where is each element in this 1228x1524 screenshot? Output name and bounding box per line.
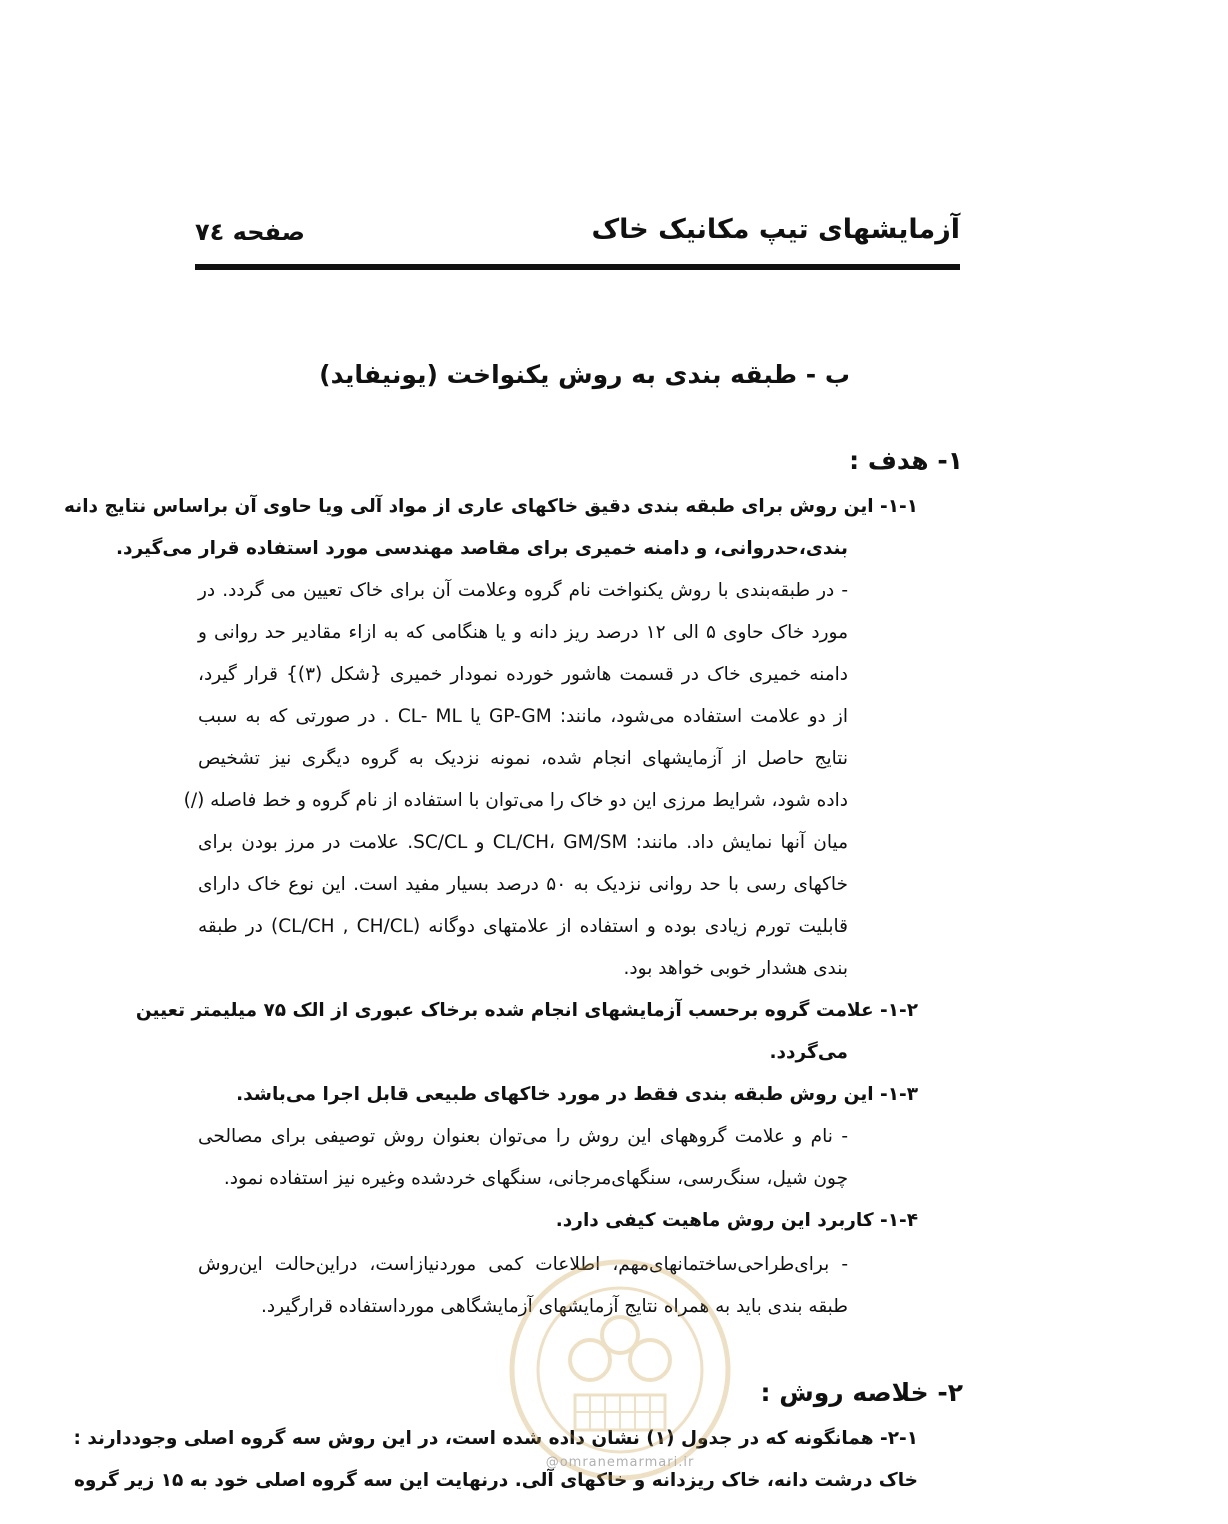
text-line: ۱-۳- این روش طبقه بندی فقط در مورد خاکهای طبیعی قابل اجرا می‌باشد. bbox=[236, 1084, 918, 1105]
text-line: بندی هشدار خوبی خواهد بود. bbox=[623, 958, 848, 979]
text-line: - در طبقه‌بندی با روش یکنواخت نام گروه وعلامت آن برای خاک تعیین می گردد. در bbox=[198, 580, 848, 601]
watermark-footer: @omranemarmari.ir bbox=[545, 1455, 695, 1470]
text-line: ۲-۱- همانگونه که در جدول (۱) نشان داده شده است، در این روش سه گروه اصلی وجوددارند : bbox=[73, 1428, 918, 1449]
text-line: چون شیل، سنگ‌رسی، سنگهای‌مرجانی، سنگهای خردشده وغیره نیز استفاده نمود. bbox=[223, 1168, 848, 1189]
header-rule bbox=[195, 264, 960, 270]
text-line: دامنه خمیری خاک در قسمت هاشور خورده نمودار خمیری {شکل (۳)} قرار گیرد، bbox=[198, 664, 848, 685]
text-line: مورد خاک حاوی ۵ الی ۱۲ درصد ریز دانه و یا هنگامی که به ازاء مقادیر حد روانی و bbox=[198, 622, 848, 643]
text-line: ۱-۱- این روش برای طبقه بندی دقیق خاکهای عاری از مواد آلی ویا حاوی آن براساس نتایج دانه bbox=[64, 496, 918, 517]
text-line: ۱-۴- کاربرد این روش ماهیت کیفی دارد. bbox=[555, 1210, 918, 1231]
text-line: می‌گردد. bbox=[769, 1042, 848, 1063]
page-header bbox=[195, 210, 960, 254]
text-line: از دو علامت استفاده می‌شود، مانند: GP-GM یا CL- ML . در صورتی که به سبب bbox=[198, 706, 848, 727]
watermark-seal-icon bbox=[505, 1255, 735, 1485]
page-number: صفحه ۷٤ bbox=[195, 218, 305, 246]
text-line: طبقه بندی باید به همراه نتایج آزمایشهای آزمایشگاهی مورداستفاده قرارگیرد. bbox=[261, 1296, 848, 1317]
text-line: قابلیت تورم زیادی بوده و استفاده از علامتهای دوگانه (CL/CH , CH/CL) در طبقه bbox=[198, 916, 849, 937]
text-line: خاکهای رسی با حد روانی نزدیک به ۵۰ درصد بسیار مفید است. این نوع خاک دارای bbox=[198, 874, 848, 895]
heading-goal: ۱- هدف : bbox=[849, 446, 963, 475]
text-line: داده شود، شرایط مرزی این دو خاک را می‌توان با استفاده از نام گروه و خط فاصله (/) bbox=[183, 790, 848, 811]
text-line: نتایج حاصل از آزمایشهای انجام شده، نمونه نزدیک به گروه دیگری نیز تشخیص bbox=[198, 748, 848, 769]
text-line: ۱-۲- علامت گروه برحسب آزمایشهای انجام شده برخاک عبوری از الک ۷۵ میلیمتر تعیین bbox=[135, 1000, 918, 1021]
text-line: خاک درشت دانه، خاک ریزدانه و خاکهای آلی. درنهایت این سه گروه اصلی خود به ۱۵ زیر گروه bbox=[74, 1470, 918, 1491]
text-line: - برای‌طراحی‌ساختمانهای‌مهم، اطلاعات کمی موردنیازاست، دراین‌حالت این‌روش bbox=[198, 1254, 848, 1275]
book-title: آزمایشهای تیپ مکانیک خاک bbox=[591, 214, 960, 245]
section-title: ب - طبقه بندی به روش یکنواخت (یونیفاید) bbox=[319, 360, 850, 389]
heading-summary: ۲- خلاصه روش : bbox=[760, 1378, 963, 1407]
text-line: بندی،حدروانی، و دامنه خمیری برای مقاصد مهندسی مورد استفاده قرار می‌گیرد. bbox=[115, 538, 848, 559]
text-line: - نام و علامت گروههای این روش را می‌توان بعنوان روش توصیفی برای مصالحی bbox=[198, 1126, 848, 1147]
text-line: میان آنها نمایش داد. مانند: CL/CH، GM/SM و SC/CL. علامت در مرز بودن برای bbox=[198, 832, 848, 853]
